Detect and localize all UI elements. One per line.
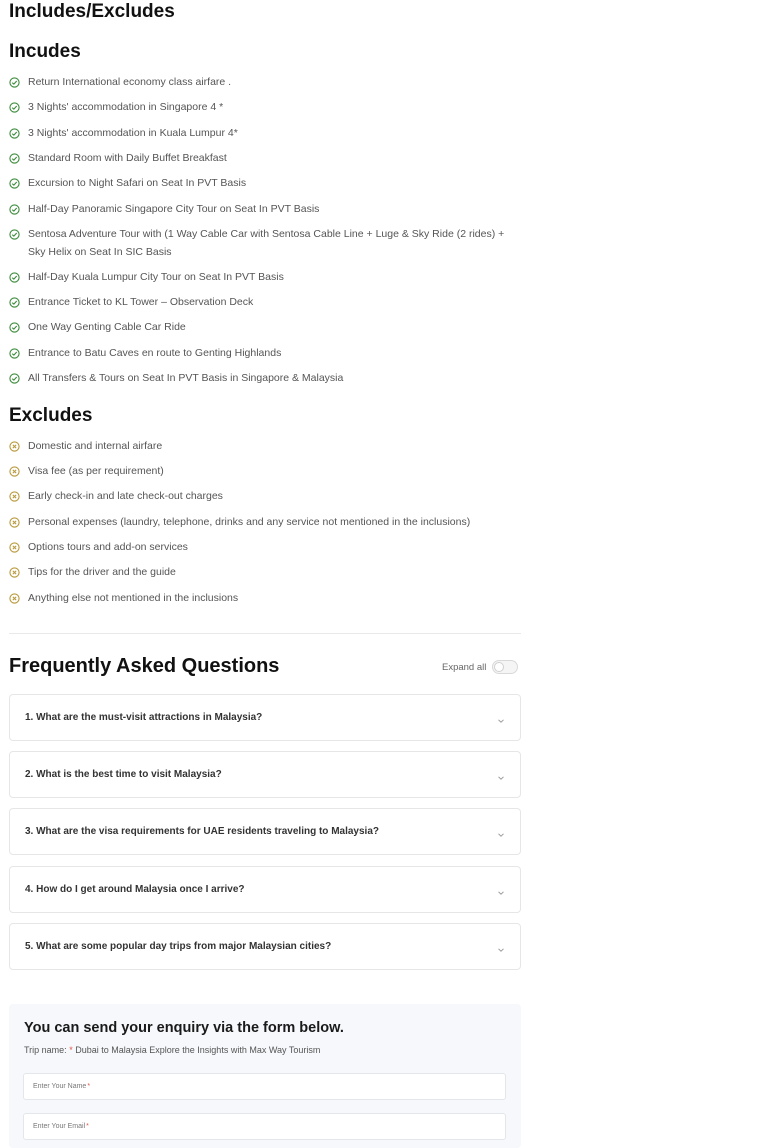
exclude-item-text: Options tours and add-on services <box>28 541 188 553</box>
x-circle-icon <box>9 592 20 603</box>
exclude-item <box>9 462 521 480</box>
trip-name-label: Trip name: <box>24 1045 67 1055</box>
chevron-down-icon[interactable] <box>496 942 506 952</box>
include-item-text: Sentosa Adventure Tour with (1 Way Cable Car with Sentosa Cable Line + Luge & Sky Ride (2 rides) + Sky Helix on Seat In SIC Basis <box>28 228 505 258</box>
exclude-item <box>9 538 521 556</box>
check-circle-icon <box>9 101 20 112</box>
chevron-down-icon[interactable] <box>496 827 506 837</box>
include-item-text: Entrance Ticket to KL Tower – Observation Deck <box>28 296 254 308</box>
include-item <box>9 200 521 218</box>
exclude-item <box>9 437 521 455</box>
exclude-item-text: Anything else not mentioned in the inclusions <box>28 592 239 604</box>
check-circle-icon <box>9 296 20 307</box>
check-circle-icon <box>9 177 20 188</box>
x-circle-icon <box>9 440 20 451</box>
include-item-text: 3 Nights' accommodation in Kuala Lumpur 4* <box>28 127 238 139</box>
include-item <box>9 293 521 311</box>
chevron-down-icon[interactable] <box>496 770 506 780</box>
email-input[interactable] <box>23 1113 506 1140</box>
include-item-text: Excursion to Night Safari on Seat In PVT Basis <box>28 177 247 189</box>
faq-question-text: 2. What is the best time to visit Malaysia? <box>25 769 222 780</box>
expand-all-control[interactable] <box>442 660 518 674</box>
faq-heading: Frequently Asked Questions <box>9 655 280 677</box>
x-circle-icon <box>9 541 20 552</box>
faq-question-text: 3. What are the visa requirements for UAE residents traveling to Malaysia? <box>25 826 379 837</box>
include-item <box>9 318 521 336</box>
include-item <box>9 344 521 362</box>
faq-question-2[interactable] <box>9 751 521 798</box>
include-item-text: 3 Nights' accommodation in Singapore 4 * <box>28 101 224 113</box>
x-circle-icon <box>9 516 20 527</box>
check-circle-icon <box>9 76 20 87</box>
trip-name-value: Dubai to Malaysia Explore the Insights with Max Way Tourism <box>75 1045 321 1055</box>
faq-question-3[interactable] <box>9 808 521 855</box>
x-circle-icon <box>9 465 20 476</box>
required-mark: * <box>87 1083 91 1090</box>
include-item-text: Half-Day Panoramic Singapore City Tour on Seat In PVT Basis <box>28 203 320 215</box>
check-circle-icon <box>9 203 20 214</box>
name-input[interactable] <box>23 1073 506 1100</box>
excludes-heading: Excludes <box>9 405 93 426</box>
include-item-text: Return International economy class airfare . <box>28 76 232 88</box>
chevron-down-icon[interactable] <box>496 713 506 723</box>
exclude-item-text: Early check-in and late check-out charges <box>28 490 223 502</box>
include-item <box>9 73 521 91</box>
exclude-item <box>9 487 521 505</box>
email-placeholder: Enter Your Email <box>33 1123 86 1130</box>
page-title: Includes/Excludes <box>9 1 175 22</box>
faq-question-text: 1. What are the must-visit attractions in Malaysia? <box>25 712 263 723</box>
include-item <box>9 174 521 192</box>
include-item <box>9 124 521 142</box>
name-placeholder: Enter Your Name <box>33 1083 87 1090</box>
faq-question-text: 4. How do I get around Malaysia once I arrive? <box>25 884 245 895</box>
section-divider <box>9 633 521 634</box>
include-item-text: Standard Room with Daily Buffet Breakfast <box>28 152 227 164</box>
faq-question-5[interactable] <box>9 923 521 970</box>
trip-name-line <box>24 1045 320 1055</box>
check-circle-icon <box>9 152 20 163</box>
check-circle-icon <box>9 271 20 282</box>
include-item-text: Half-Day Kuala Lumpur City Tour on Seat In PVT Basis <box>28 271 284 283</box>
check-circle-icon <box>9 228 20 239</box>
required-mark: * <box>69 1045 73 1055</box>
exclude-item-text: Visa fee (as per requirement) <box>28 465 164 477</box>
faq-question-4[interactable] <box>9 866 521 913</box>
include-item-text: One Way Genting Cable Car Ride <box>28 321 186 333</box>
faq-question-1[interactable] <box>9 694 521 741</box>
expand-all-toggle[interactable] <box>492 660 518 674</box>
enquiry-heading: You can send your enquiry via the form below. <box>24 1020 344 1036</box>
toggle-knob <box>494 662 504 672</box>
x-circle-icon <box>9 490 20 501</box>
exclude-item <box>9 563 521 581</box>
include-item <box>9 369 521 387</box>
x-circle-icon <box>9 566 20 577</box>
chevron-down-icon[interactable] <box>496 885 506 895</box>
include-item-text: All Transfers & Tours on Seat In PVT Basis in Singapore & Malaysia <box>28 372 344 384</box>
include-item <box>9 268 521 286</box>
exclude-item-text: Personal expenses (laundry, telephone, drinks and any service not mentioned in the inclusions) <box>28 516 471 528</box>
includes-heading: Incudes <box>9 41 81 62</box>
expand-all-label: Expand all <box>442 661 487 673</box>
check-circle-icon <box>9 347 20 358</box>
check-circle-icon <box>9 372 20 383</box>
exclude-item <box>9 513 521 531</box>
exclude-item <box>9 589 521 607</box>
exclude-item-text: Tips for the driver and the guide <box>28 566 176 578</box>
check-circle-icon <box>9 127 20 138</box>
exclude-item-text: Domestic and internal airfare <box>28 440 163 452</box>
include-item <box>9 98 521 116</box>
faq-question-text: 5. What are some popular day trips from major Malaysian cities? <box>25 941 332 952</box>
required-mark: * <box>86 1123 89 1130</box>
include-item <box>9 149 521 167</box>
include-item <box>9 225 521 261</box>
include-item-text: Entrance to Batu Caves en route to Genting Highlands <box>28 347 282 359</box>
enquiry-form <box>9 1004 521 1148</box>
check-circle-icon <box>9 321 20 332</box>
